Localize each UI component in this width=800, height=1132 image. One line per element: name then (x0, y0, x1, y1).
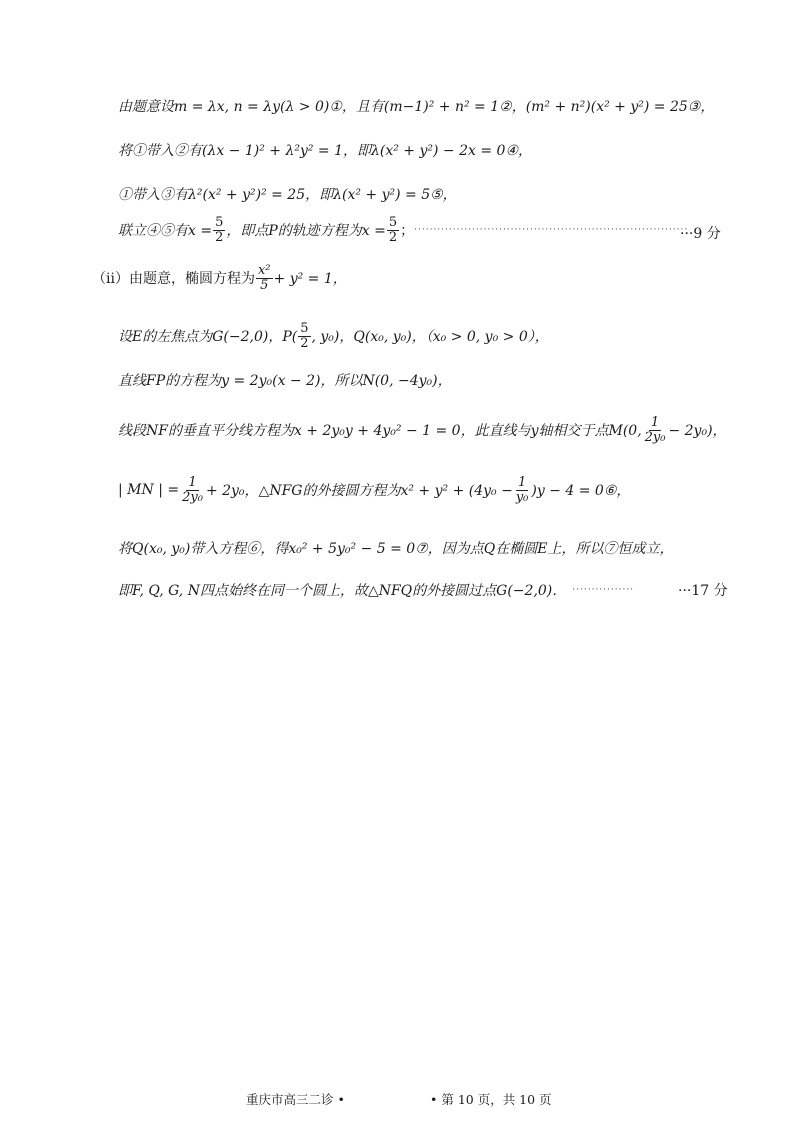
line-text: 将Q(x₀, y₀)带入方程⑥，得x₀² + 5y₀² − 5 = 0⑦，因为点Q在椭圆E上，所以⑦恒成立， (118, 541, 674, 557)
solution-line-5 (92, 264, 347, 292)
line-text: + 2y₀，△NFG的外接圆方程为x² + y² + (4y₀ − (205, 483, 513, 500)
solution-line-6 (118, 322, 549, 350)
solution-line-1 (118, 96, 714, 116)
fraction-ellipse: $\frac{\text{x²}}{5}$ (257, 263, 271, 293)
fraction-five-halves: $\frac{5}{2}$ (388, 215, 398, 245)
line-text: , y₀)，Q(x₀, y₀)，（x₀ > 0, y₀ > 0）， (311, 329, 549, 346)
dotted-leader: ················ (572, 585, 635, 595)
fraction-m-y: $\frac{1}{\text{2y₀}}$ (644, 415, 666, 445)
solution-line-2 (118, 140, 532, 160)
line-text: 由题意设m = λx, n = λy(λ > 0)①，且有(m−1)² + n² = 1②，(m² + n²)(x² + y²) = 25③， (118, 99, 715, 115)
line-text: + y² = 1， (273, 271, 347, 288)
fraction-five-halves: $\frac{5}{2}$ (215, 215, 224, 245)
solution-line-3 (118, 184, 457, 204)
solution-line-11 (118, 580, 634, 600)
line-text: 直线FP的方程为y = 2y₀(x − 2)，所以N(0, −4y₀)， (118, 373, 452, 389)
solution-line-4 (118, 215, 689, 245)
fraction-circle: $\frac{1}{\text{y₀}}$ (515, 475, 529, 505)
solution-line-7 (118, 370, 452, 390)
line-text: 设E的左焦点为G(−2,0)，P( (118, 329, 298, 346)
fraction-mn: $\frac{1}{\text{2y₀}}$ (182, 475, 203, 505)
solution-line-8 (118, 416, 727, 444)
footer-page-number: • 第 10 页，共 10 页 (430, 1092, 552, 1107)
footer-school: 重庆市高三二诊 • (246, 1092, 345, 1107)
score-mark-17: ···17 分 (678, 583, 728, 599)
line-text: 线段NF的垂直平分线方程为x + 2y₀y + 4y₀² − 1 = 0，此直线与y轴相交于点M(0, (118, 423, 642, 440)
solution-line-10 (118, 538, 673, 558)
line-text: 即F, Q, G, N四点始终在同一个圆上，故△NFQ的外接圆过点G(−2,0)． (118, 583, 567, 599)
line-text: ； (400, 223, 415, 240)
line-text: 联立④⑤有x = (118, 223, 213, 240)
fraction-p-x: $\frac{5}{2}$ (300, 321, 309, 351)
line-text: )y − 4 = 0⑥， (531, 483, 631, 500)
line-text: （ii）由题意，椭圆方程为 (92, 271, 255, 288)
line-text: | MN | = (118, 482, 180, 499)
line-text: − 2y₀)， (668, 423, 727, 440)
line-text: 将①带入②有(λx − 1)² + λ²y² = 1，即λ(x² + y²) − 2x = 0④， (118, 143, 532, 159)
dotted-leader: ······································································· (414, 225, 689, 236)
line-text: ，即点P的轨迹方程为x = (226, 223, 386, 240)
line-text: ①带入③有λ²(x² + y²)² = 25，即λ(x² + y²) = 5⑤， (118, 187, 457, 203)
score-mark-9: ···9 分 (680, 226, 721, 242)
solution-line-9 (118, 476, 630, 504)
